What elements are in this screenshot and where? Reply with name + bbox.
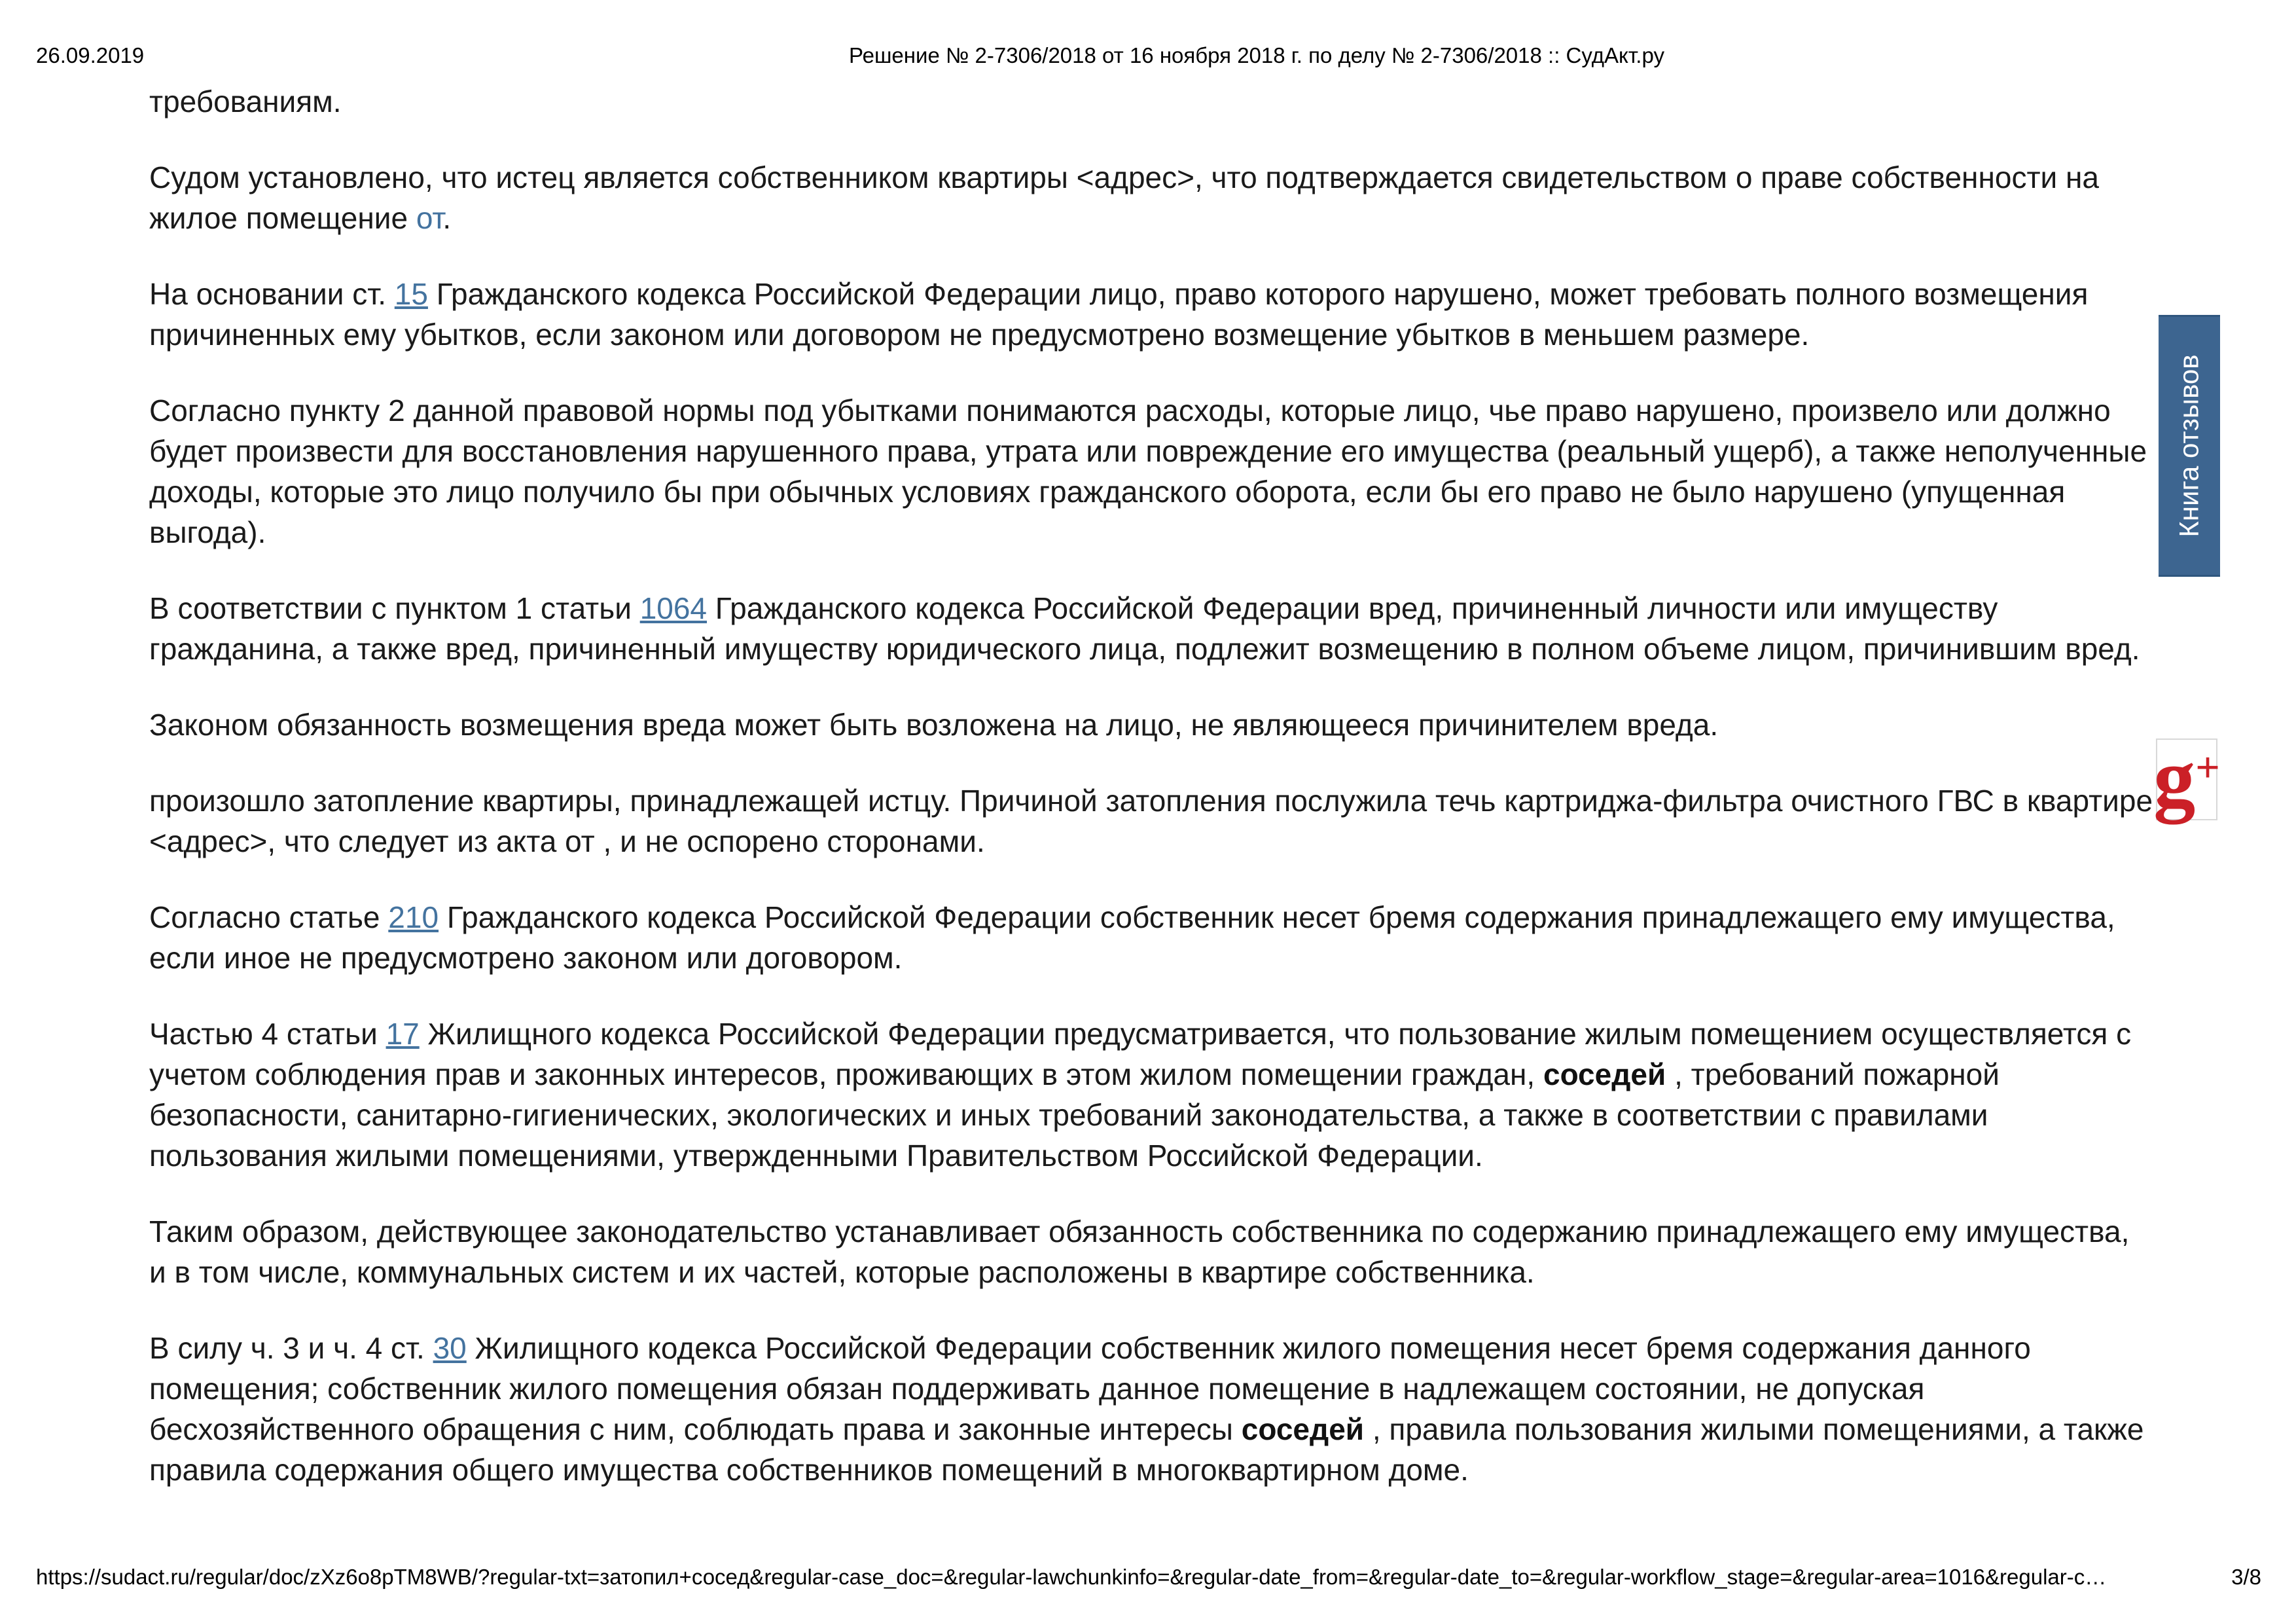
- paragraph: [149, 897, 2153, 978]
- page-title: Решение № 2-7306/2018 от 16 ноября 2018 г. по делу № 2-7306/2018 :: СудАкт.ру: [849, 43, 1664, 67]
- text-run: Согласно статье: [149, 900, 389, 934]
- source-url: https://sudact.ru/regular/doc/zXz6o8pTM8WB/?regular-txt=затопил+сосед&regular-case_doc=&regular-lawchunkinfo=&regular-date_from=&regular-date_to=&regular-workflow_stage=&regular-area=1016&regular-c…: [36, 1565, 2107, 1589]
- paragraph: [149, 157, 2153, 238]
- print-date: 26.09.2019: [36, 43, 145, 67]
- text-run: В силу ч. 3 и ч. 4 ст.: [149, 1331, 433, 1365]
- text-run: Судом установлено, что истец является собственником квартиры <адрес>, что подтверждается свидетельством о праве собственности на жилое помещение: [149, 160, 2099, 235]
- paragraph: [149, 81, 2153, 122]
- text-run: .: [442, 201, 452, 235]
- text-run: произошло затопление квартиры, принадлежащей истцу. Причиной затопления послужила течь картриджа-фильтра очистного ГВС в квартире <адрес>, что следует из акта от , и не оспорено сторонами.: [149, 784, 2153, 858]
- text-run: , правила пользования жилыми помещениями, а также правила содержания общего имущества собственников помещений в многоквартирном доме.: [149, 1412, 2144, 1487]
- google-plus-icon: g: [2153, 731, 2196, 824]
- emphasis-text: соседей: [1241, 1412, 1365, 1446]
- paragraph: [149, 780, 2153, 862]
- text-run: Согласно пункту 2 данной правовой нормы под убытками понимаются расходы, которые лицо, чье право нарушено, произвело или должно будет произвести для восстановления нарушенного права, утрата или повреждение его имущества (реальный ущерб), а также неполученные доходы, которые это лицо получило бы при обычных условиях гражданского оборота, если бы его право не было нарушено (упущенная выгода).: [149, 393, 2147, 549]
- text-run: , требований пожарной безопасности, санитарно-гигиенических, экологических и иных требований законодательства, а также в соответствии с правилами пользования жилыми помещениями, утвержденными Правительством Российской Федерации.: [149, 1057, 2000, 1173]
- paragraph: [149, 704, 2153, 745]
- statute-link[interactable]: от: [416, 201, 443, 235]
- statute-link[interactable]: 15: [394, 277, 428, 311]
- page-number: 3/8: [2231, 1565, 2261, 1589]
- paragraph: [149, 1013, 2153, 1176]
- paragraph: [149, 588, 2153, 669]
- text-run: Жилищного кодекса Российской Федерации предусматривается, что пользование жилым помещением осуществляется с учетом соблюдения прав и законных интересов, проживающих в этом жилом помещении граждан,: [149, 1017, 2132, 1091]
- text-run: Жилищного кодекса Российской Федерации собственник жилого помещения несет бремя содержания данного помещения; собственник жилого помещения обязан поддерживать данное помещение в надлежащем состоянии, не допуская бесхозяйственного обращения с ним, соблюдать права и законные интересы: [149, 1331, 2031, 1446]
- feedback-book-tab[interactable]: [2159, 315, 2220, 577]
- statute-link[interactable]: 210: [388, 900, 439, 934]
- print-footer: [36, 1565, 2261, 1590]
- paragraph: [149, 390, 2153, 553]
- print-header: [36, 43, 2261, 72]
- text-run: Законом обязанность возмещения вреда может быть возложена на лицо, не являющееся причинителем вреда.: [149, 708, 1719, 742]
- paragraph: [149, 274, 2153, 355]
- paragraph: [149, 1328, 2153, 1490]
- text-run: На основании ст.: [149, 277, 395, 311]
- document-body: [149, 81, 2153, 1525]
- text-run: Гражданского кодекса Российской Федерации лицо, право которого нарушено, может требовать полного возмещения причиненных ему убытков, если законом или договором не предусмотрено возмещение убытков в меньшем размере.: [149, 277, 2089, 352]
- google-plus-button[interactable]: [2153, 731, 2220, 824]
- google-plus-icon-plus: +: [2195, 744, 2220, 792]
- statute-link[interactable]: 30: [433, 1331, 467, 1365]
- paragraph: [149, 1211, 2153, 1292]
- text-run: Гражданского кодекса Российской Федерации собственник несет бремя содержания принадлежащего ему имущества, если иное не предусмотрено законом или договором.: [149, 900, 2115, 975]
- text-run: В соответствии с пунктом 1 статьи: [149, 591, 640, 625]
- feedback-book-tab-label: Книга отзывов: [2174, 354, 2204, 538]
- emphasis-text: соседей: [1543, 1057, 1666, 1091]
- text-run: требованиям.: [149, 84, 342, 119]
- statute-link[interactable]: 1064: [639, 591, 708, 625]
- text-run: Таким образом, действующее законодательство устанавливает обязанность собственника по содержанию принадлежащего ему имущества, и в том числе, коммунальных систем и их частей, которые расположены в квартире собственника.: [149, 1214, 2130, 1289]
- statute-link[interactable]: 17: [386, 1017, 420, 1051]
- text-run: Частью 4 статьи: [149, 1017, 386, 1051]
- text-run: Гражданского кодекса Российской Федерации вред, причиненный личности или имуществу гражданина, а также вред, причиненный имуществу юридического лица, подлежит возмещению в полном объеме лицом, причинившим вред.: [149, 591, 2140, 666]
